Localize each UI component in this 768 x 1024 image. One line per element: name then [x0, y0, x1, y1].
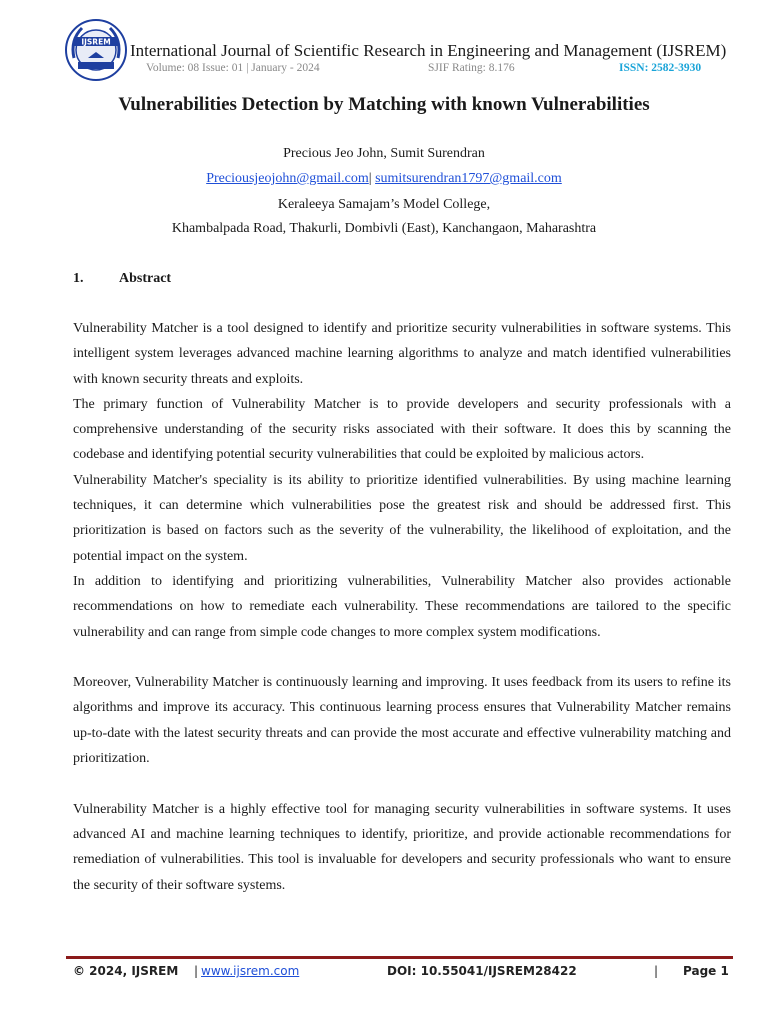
sjif-rating: SJIF Rating: 8.176: [428, 62, 515, 74]
abstract-paragraph: The primary function of Vulnerability Matcher is to provide developers and security professionals with a comprehensive understanding of the security risks associated with their software. It does this by scanning the codebase and identifying potential security vulnerabilities that could be exploited by malicious actors.: [73, 396, 731, 463]
footer-divider: [66, 956, 733, 959]
footer-separator: |: [654, 964, 659, 978]
affiliation-address: Khambalpada Road, Thakurli, Dombivli (East), Kanchangaon, Maharashtra: [171, 221, 597, 236]
logo-text: IJSREM: [81, 37, 111, 47]
abstract-paragraph: In addition to identifying and prioritizing vulnerabilities, Vulnerability Matcher also provides actionable recommendations on how to remediate each vulnerability. These recommendations are tailored to the specific vulnerability and can range from simple code changes to more complex system modifications.: [73, 573, 731, 640]
abstract-body: [73, 316, 731, 898]
email-separator: |: [368, 171, 372, 186]
footer-copyright: © 2024, IJSREM: [73, 964, 179, 978]
footer-website-link[interactable]: www.ijsrem.com: [201, 964, 300, 978]
abstract-paragraph: Vulnerability Matcher is a tool designed to identify and prioritize security vulnerabilities in software systems. This intelligent system leverages advanced machine learning algorithms to analyze and match identified vulnerabilities with known security threats and exploits.: [73, 321, 731, 387]
ijsrem-logo: [64, 18, 128, 82]
abstract-paragraph: Vulnerability Matcher's speciality is its ability to prioritize identified vulnerabilities. By using machine learning techniques, it can determine which vulnerabilities pose the greatest risk and should be addressed first. This prioritization is based on factors such as the severity of the vulnerability, the likelihood of exploitation, and the potential impact on the system.: [73, 472, 731, 564]
affiliation-college: Keraleeya Samajam’s Model College,: [277, 197, 491, 212]
email-link-1[interactable]: Preciousjeojohn@gmail.com: [206, 171, 369, 186]
volume-issue: Volume: 08 Issue: 01 | January - 2024: [146, 62, 320, 74]
section-heading: [73, 271, 171, 287]
email-link-2[interactable]: sumitsurendran1797@gmail.com: [375, 171, 562, 186]
page-number: Page 1: [683, 964, 729, 978]
abstract-paragraph: Moreover, Vulnerability Matcher is continuously learning and improving. It uses feedback from its users to refine its algorithms and improve its accuracy. This continuous learning process ensures that Vulnerability Matcher remains up-to-date with the latest security threats and can provide the most accurate and effective vulnerability matching and prioritization.: [73, 675, 731, 767]
section-number: 1.: [73, 271, 84, 286]
author-emails: [0, 171, 768, 187]
journal-title: International Journal of Scientific Research in Engineering and Management (IJSREM): [130, 41, 727, 60]
paper-title: Vulnerabilities Detection by Matching with known Vulnerabilities: [118, 94, 650, 115]
issn: ISSN: 2582-3930: [619, 62, 702, 74]
footer-separator: |: [194, 964, 199, 978]
footer-doi: DOI: 10.55041/IJSREM28422: [387, 964, 577, 978]
abstract-paragraph: Vulnerability Matcher is a highly effective tool for managing security vulnerabilities in software systems. It uses advanced AI and machine learning techniques to identify, prioritize, and provide actionable recommendations for remediation of vulnerabilities. This tool is invaluable for developers and security professionals who want to ensure the security of their software systems.: [73, 801, 731, 893]
section-title: Abstract: [119, 271, 172, 286]
authors: Precious Jeo John, Sumit Surendran: [283, 146, 485, 161]
